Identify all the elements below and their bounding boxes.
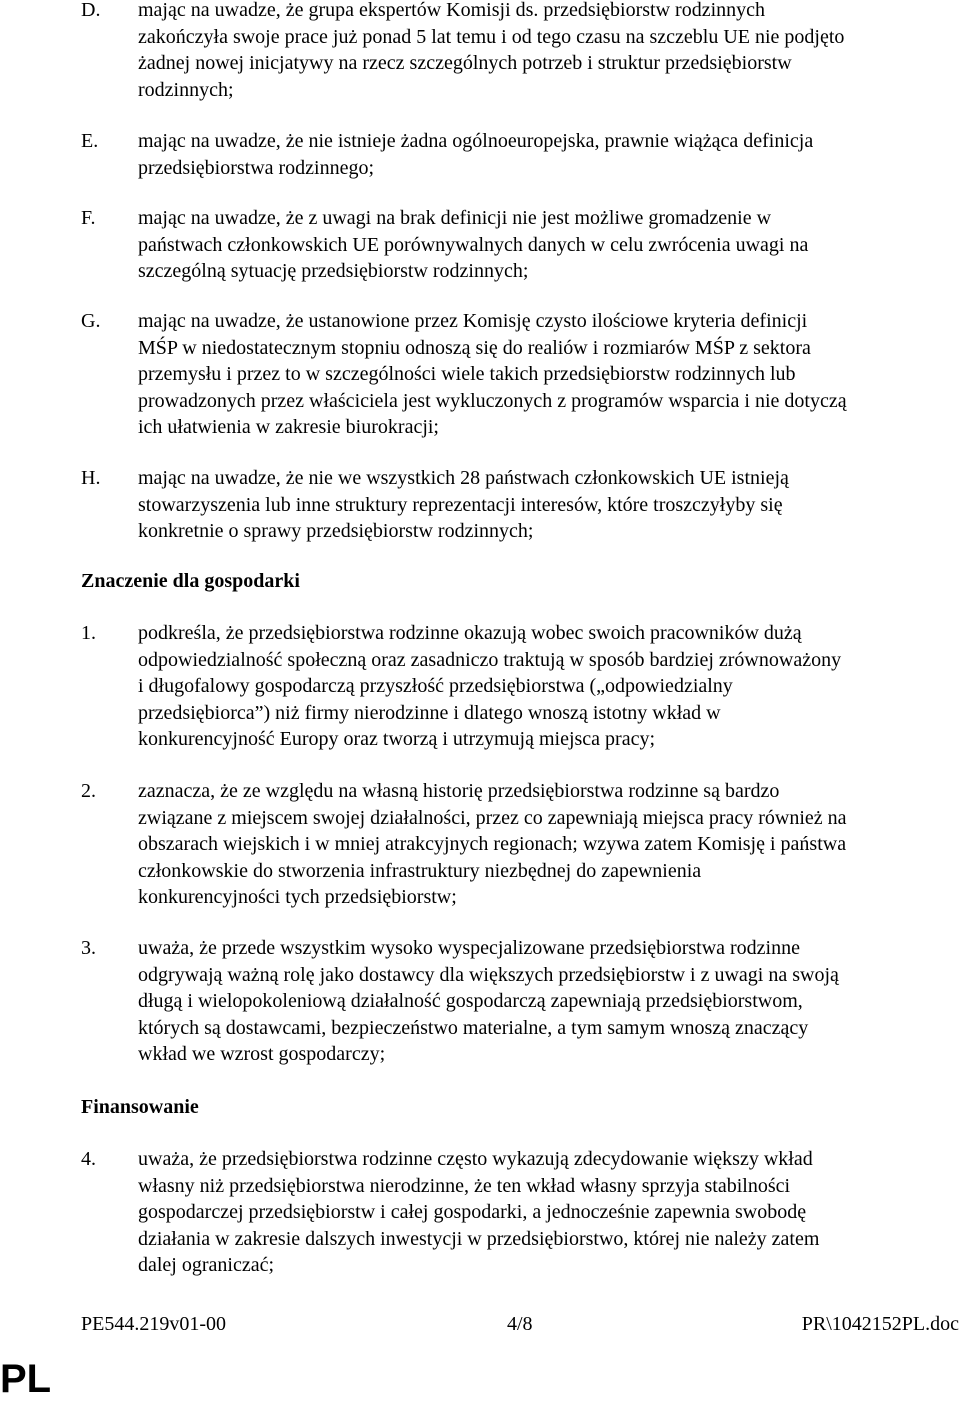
section-heading-financing: Finansowanie bbox=[81, 1096, 199, 1118]
text-line: szczególną sytuację przedsiębiorstw rodzinnych; bbox=[138, 260, 529, 283]
text-line: konkretnie o sprawy przedsiębiorstw rodzinnych; bbox=[138, 520, 534, 543]
text-line: rodzinnych; bbox=[138, 78, 234, 101]
text-line: mając na uwadze, że nie we wszystkich 28 państwach członkowskich UE istnieją bbox=[138, 467, 789, 489]
recital-marker: D. bbox=[81, 0, 101, 21]
recital-marker: E. bbox=[81, 130, 99, 152]
text-line: członkowskie do stworzenia infrastruktury niezbędnej do zapewnienia bbox=[138, 859, 702, 882]
point-marker: 4. bbox=[81, 1148, 96, 1170]
text-line: przedsiębiorca”) niż firmy nierodzinne i dlatego wnoszą istotny wkład w bbox=[138, 701, 721, 724]
recital-text bbox=[138, 205, 960, 285]
point-text bbox=[138, 1146, 960, 1279]
recital-text bbox=[138, 0, 960, 103]
text-line: odpowiedzialność społeczną oraz zasadniczo traktują w sposób bardziej zrównoważony bbox=[138, 648, 842, 671]
recital-marker: F. bbox=[81, 207, 96, 229]
text-line: i długofalowy gospodarczą przyszłość przedsiębiorstwa („odpowiedzialny bbox=[138, 675, 733, 698]
text-line: ich ułatwienia w zakresie biurokracji; bbox=[138, 416, 439, 439]
point-marker: 1. bbox=[81, 622, 96, 644]
text-line: mając na uwadze, że ustanowione przez Komisję czysto ilościowe kryteria definicji bbox=[138, 310, 808, 332]
text-line: zakończyła swoje prace już ponad 5 lat temu i od tego czasu na szczeblu UE nie podjęto bbox=[138, 25, 845, 48]
text-line: mając na uwadze, że nie istnieje żadna ogólnoeuropejska, prawnie wiążąca definicja bbox=[138, 130, 814, 152]
text-line: wkład we wzrost gospodarczy; bbox=[138, 1043, 386, 1066]
recital-text bbox=[138, 128, 960, 181]
text-line: obszarach wiejskich i w mniej atrakcyjnych regionach; wzywa zatem Komisję i państwa bbox=[138, 833, 847, 856]
text-line: uważa, że przede wszystkim wysoko wyspecjalizowane przedsiębiorstwa rodzinne bbox=[138, 937, 800, 959]
text-line: żadnej nowej inicjatywy na rzecz szczególnych potrzeb i struktur przedsiębiorstw bbox=[138, 52, 792, 75]
point-text bbox=[138, 778, 960, 911]
footer-page-number: 4/8 bbox=[507, 1313, 533, 1335]
text-line: konkurencyjność Europy oraz tworzą i utrzymują miejsca pracy; bbox=[138, 728, 656, 751]
text-line: działania w zakresie dalszych inwestycji w przedsiębiorstwo, której nie należy zatem bbox=[138, 1227, 820, 1250]
text-line: dalej ograniczać; bbox=[138, 1254, 275, 1277]
point-marker: 3. bbox=[81, 937, 96, 959]
footer-doc-ref: PE544.219v01-00 bbox=[81, 1313, 226, 1335]
text-line: stowarzyszenia lub inne struktury reprezentacji interesów, które troszczyłyby się bbox=[138, 493, 783, 516]
language-code: PL bbox=[0, 1357, 52, 1401]
recital-marker: H. bbox=[81, 467, 101, 489]
text-line: odgrywają ważną rolę jako dostawcy dla większych przedsiębiorstw i z uwagi na swoją bbox=[138, 963, 839, 986]
point-marker: 2. bbox=[81, 780, 96, 802]
text-line: mając na uwadze, że z uwagi na brak definicji nie jest możliwe gromadzenie w bbox=[138, 207, 772, 229]
text-line: długą i wielopokoleniową działalność gospodarczą zapewniają przedsiębiorstwom, bbox=[138, 990, 803, 1013]
text-line: mając na uwadze, że grupa ekspertów Komisji ds. przedsiębiorstw rodzinnych bbox=[138, 0, 766, 21]
text-line: gospodarczej przedsiębiorstw i całej gospodarki, a jednocześnie zapewnia swobodę bbox=[138, 1201, 807, 1224]
text-line: prowadzonych przez właściciela jest wykluczonych z programów wsparcia i nie dotyczą bbox=[138, 389, 847, 412]
text-line: przedsiębiorstwa rodzinnego; bbox=[138, 156, 375, 179]
recital-text bbox=[138, 308, 960, 441]
text-line: własny niż przedsiębiorstwa nierodzinne, że ten wkład własny sprzyja stabilności bbox=[138, 1174, 791, 1197]
recital-text bbox=[138, 465, 960, 545]
text-line: państwach członkowskich UE porównywalnych danych w celu zwrócenia uwagi na bbox=[138, 233, 809, 256]
text-line: podkreśla, że przedsiębiorstwa rodzinne okazują wobec swoich pracowników dużą bbox=[138, 622, 802, 644]
text-line: związane z miejscem swojej działalności, przez co zapewniają miejsca pracy również na bbox=[138, 806, 847, 829]
footer-file-name: PR\1042152PL.doc bbox=[801, 1313, 959, 1335]
point-text bbox=[138, 935, 960, 1068]
text-line: konkurencyjności tych przedsiębiorstw; bbox=[138, 886, 457, 909]
section-heading-economy: Znaczenie dla gospodarki bbox=[81, 570, 300, 592]
point-text bbox=[138, 620, 960, 753]
recital-marker: G. bbox=[81, 310, 101, 332]
text-line: przemysłu i przez to w szczególności wiele takich przedsiębiorstw rodzinnych lub bbox=[138, 363, 796, 386]
text-line: uważa, że przedsiębiorstwa rodzinne często wykazują zdecydowanie większy wkład bbox=[138, 1148, 813, 1170]
text-line: MŚP w niedostatecznym stopniu odnoszą się do realiów i rozmiarów MŚP z sektora bbox=[138, 336, 811, 359]
text-line: których są dostawcami, bezpieczeństwo materialne, a tym samym wnoszą znaczący bbox=[138, 1016, 809, 1039]
text-line: zaznacza, że ze względu na własną historię przedsiębiorstwa rodzinne są bardzo bbox=[138, 780, 780, 802]
